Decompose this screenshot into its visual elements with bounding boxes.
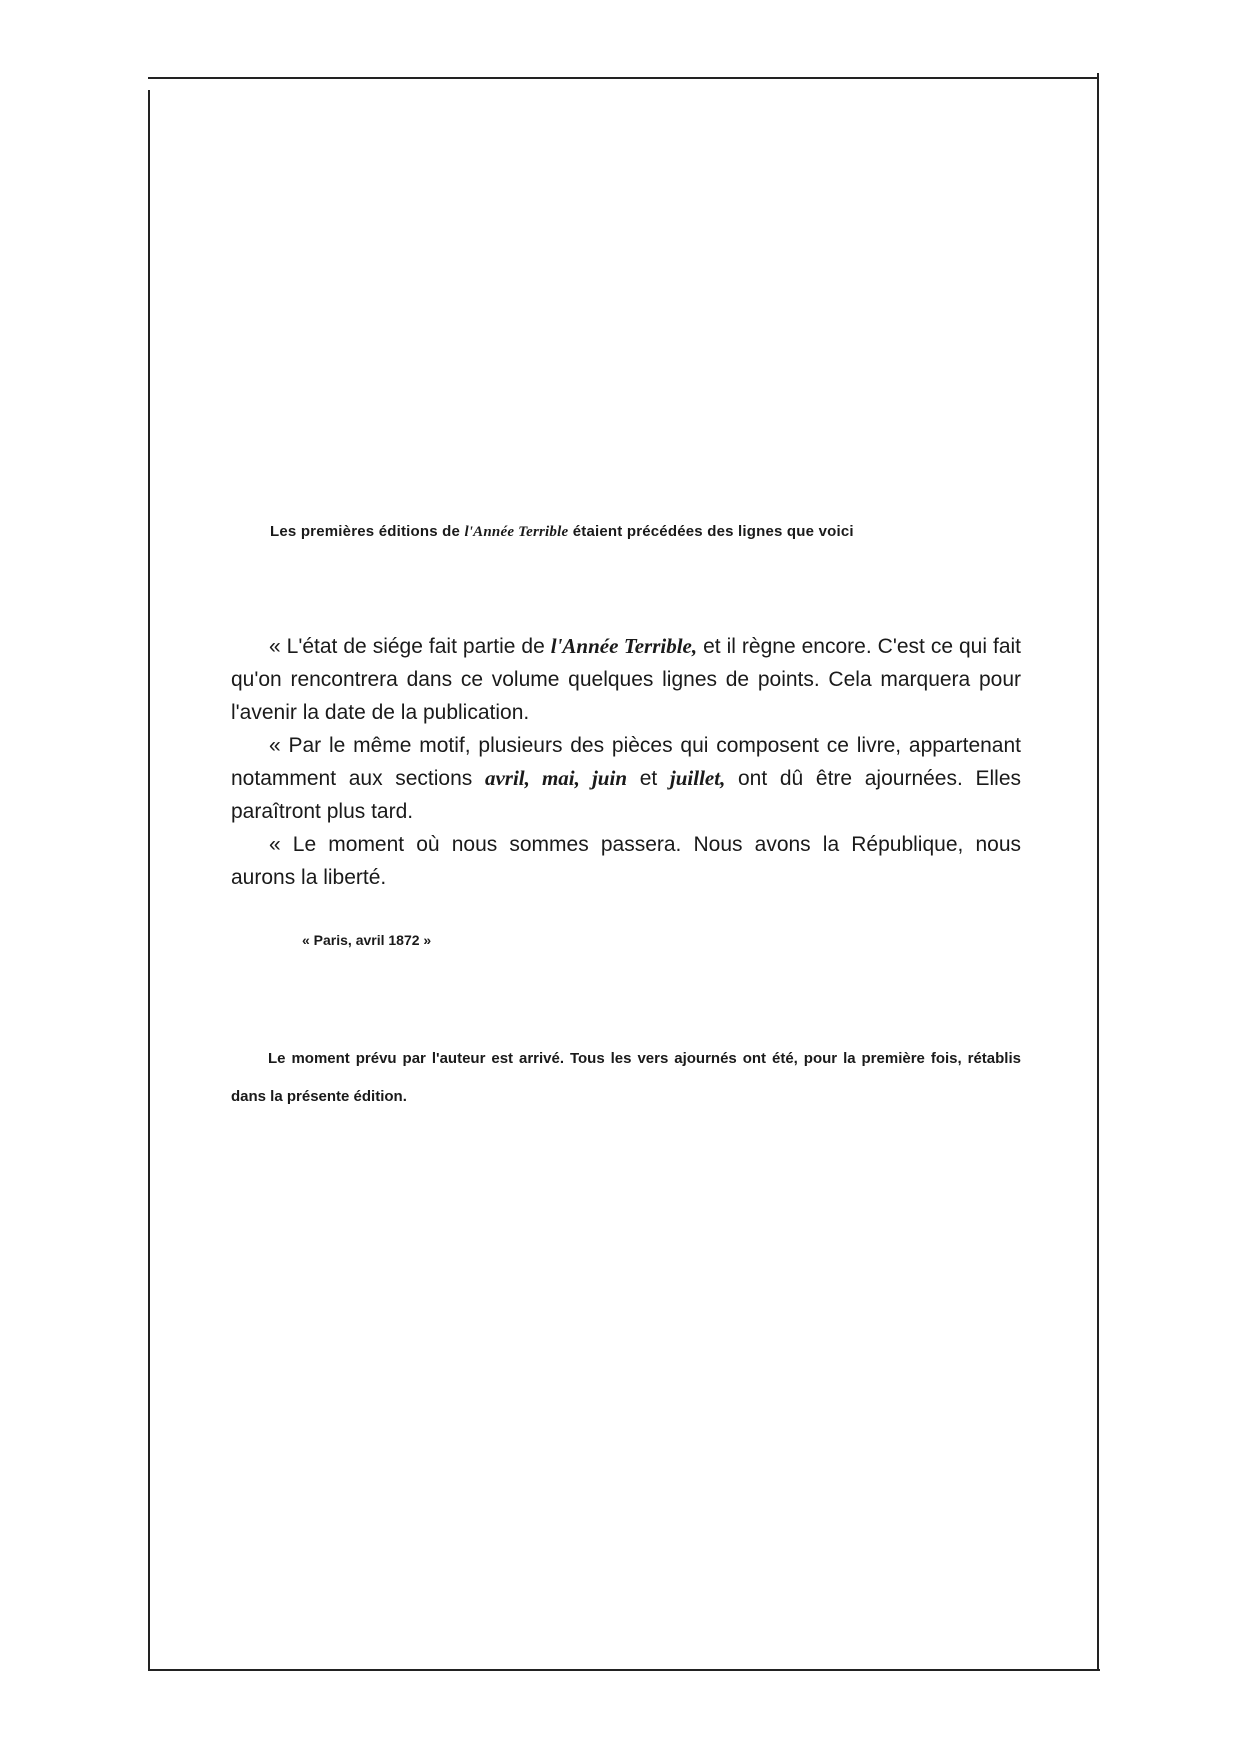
editorial-notice [270,523,990,541]
final-note-text: Le moment prévu par l'auteur est arrivé. Tous les vers ajournés ont été, pour la première fois, rétablis dans la présente édition. [231,1050,1021,1105]
quote-p2-months: avril, mai, juin [484,766,628,790]
notice-text-after: étaient précédées des lignes que voici [568,523,854,540]
page-frame-right-line [1097,73,1099,1670]
notice-text-before: Les premières éditions de [270,523,465,540]
quote-paragraph-2 [231,729,1021,828]
quote-p1-text-a: « L'état de siége fait partie de [269,635,551,658]
page-frame-top-line [148,77,1098,79]
quote-p2-text-a: « Par le même motif, plusieurs des pièces qui composent ce livre, appartenant notamment aux sections [231,734,1021,790]
page-frame-bottom-line [148,1669,1100,1671]
quote-p1-book-title: l'Année Terrible, [550,634,698,658]
quote-p2-month-july: juillet, [669,766,726,790]
quote-p2-text-c: ont dû être ajournées. Elles paraîtront plus tard. [231,767,1022,823]
editor-final-note [231,1040,1021,1116]
quote-paragraph-1 [231,630,1021,729]
preface-quote [231,630,1021,894]
quote-signature: « Paris, avril 1872 » [302,932,432,948]
quote-p2-text-b: et [627,767,670,790]
quote-p1-text-b: et il règne encore. C'est ce qui fait qu'on rencontrera dans ce volume quelques lignes de points. Cela marquera pour l'avenir la date de la publication. [231,635,1022,724]
quote-paragraph-3: « Le moment où nous sommes passera. Nous avons la République, nous aurons la liberté. [231,833,1021,889]
page-frame-left-mark [148,95,150,117]
page-frame-left-line [148,90,150,1669]
notice-book-title: l'Année Terrible [464,524,569,540]
